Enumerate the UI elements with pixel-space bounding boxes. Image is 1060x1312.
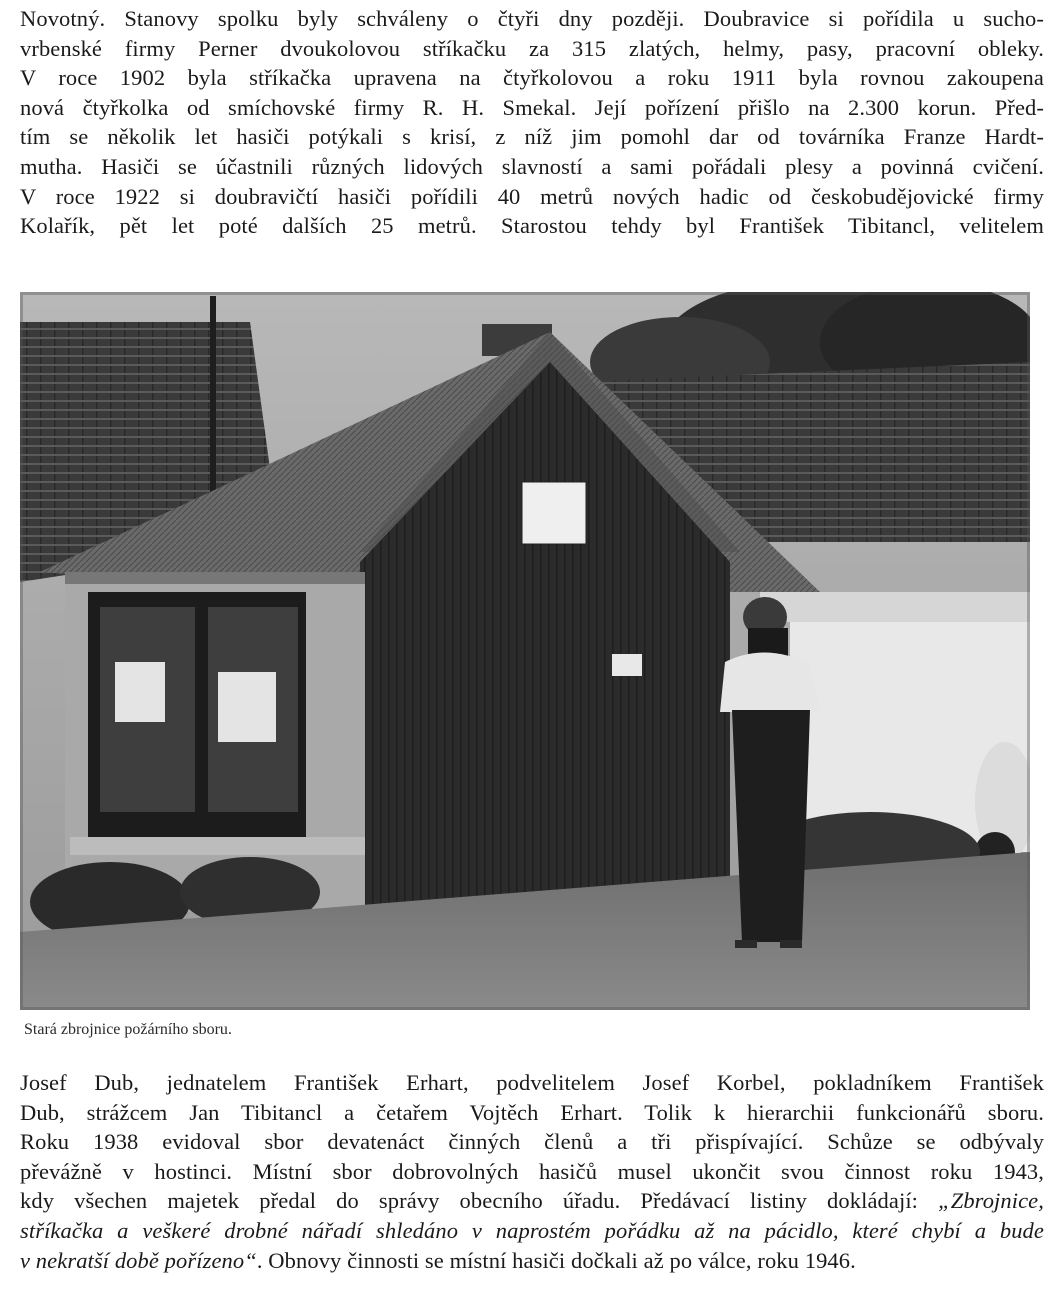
photo-caption: Stará zbrojnice požárního sboru. — [24, 1021, 232, 1038]
top-paragraph — [20, 4, 1044, 241]
bottom-paragraph — [20, 1068, 1044, 1275]
text-line: Novotný. Stanovy spolku byly schváleny o čtyři dny později. Doubravice si pořídila u sucho- — [20, 6, 1044, 31]
text-line: tím se několik let hasiči potýkali s krisí, z níž jim pomohl dar od továrníka Franze Hardt- — [20, 124, 1044, 150]
quote-segment: „Zbrojnice, — [938, 1188, 1044, 1214]
text-line: vrbenské firmy Perner dvoukolovou stříkačku za 315 zlatých, helmy, pasy, pracovní obleky. — [20, 35, 1044, 61]
text-line — [20, 1246, 1044, 1276]
quote-segment: stříkačka a veškeré drobné nářadí shledáno v naprostém pořádku až na pácidlo, které chybí a bude — [20, 1217, 1044, 1243]
text-line — [20, 1216, 1044, 1246]
text-segment: . Obnovy činnosti se místní hasiči dočkali až po válce, roku 1946. — [256, 1247, 856, 1273]
text-line — [20, 1186, 1044, 1216]
text-line: Roku 1938 evidoval sbor devatenáct činných členů a tři přispívající. Schůze se odbývaly — [20, 1129, 1044, 1155]
text-line: nová čtyřkolka od smíchovské firmy R. H. Smekal. Její pořízení přišlo na 2.300 korun. Před- — [20, 94, 1044, 120]
text-line: mutha. Hasiči se účastnili různých lidových slavností a sami pořádali plesy a povinná cvičení. — [20, 153, 1044, 179]
text-line: V roce 1922 si doubravičtí hasiči pořídili 40 metrů nových hadic od českobudějovické firmy — [20, 183, 1044, 209]
text-segment: kdy všechen majetek předal do správy obecního úřadu. Předávací listiny dokládají: — [20, 1188, 939, 1214]
text-line: převážně v hostinci. Místní sbor dobrovolných hasičů musel ukončit svou činnost roku 1943, — [20, 1158, 1044, 1184]
text-line: Dub, strážcem Jan Tibitancl a četařem Vojtěch Erhart. Tolik k hierarchii funkcionářů sboru. — [20, 1099, 1044, 1125]
quote-segment: v nekratší době pořízeno“ — [20, 1247, 257, 1273]
text-line: Josef Dub, jednatelem František Erhart, podvelitelem Josef Korbel, pokladníkem František — [20, 1070, 1044, 1095]
text-line: Kolařík, pět let poté dalších 25 metrů. Starostou tehdy byl František Tibitancl, velitelem — [20, 213, 1044, 239]
fire-station-photo — [20, 292, 1030, 1010]
photo-illustration — [20, 292, 1030, 1010]
text-line: V roce 1902 byla stříkačka upravena na čtyřkolovou a roku 1911 byla rovnou zakoupena — [20, 65, 1044, 91]
